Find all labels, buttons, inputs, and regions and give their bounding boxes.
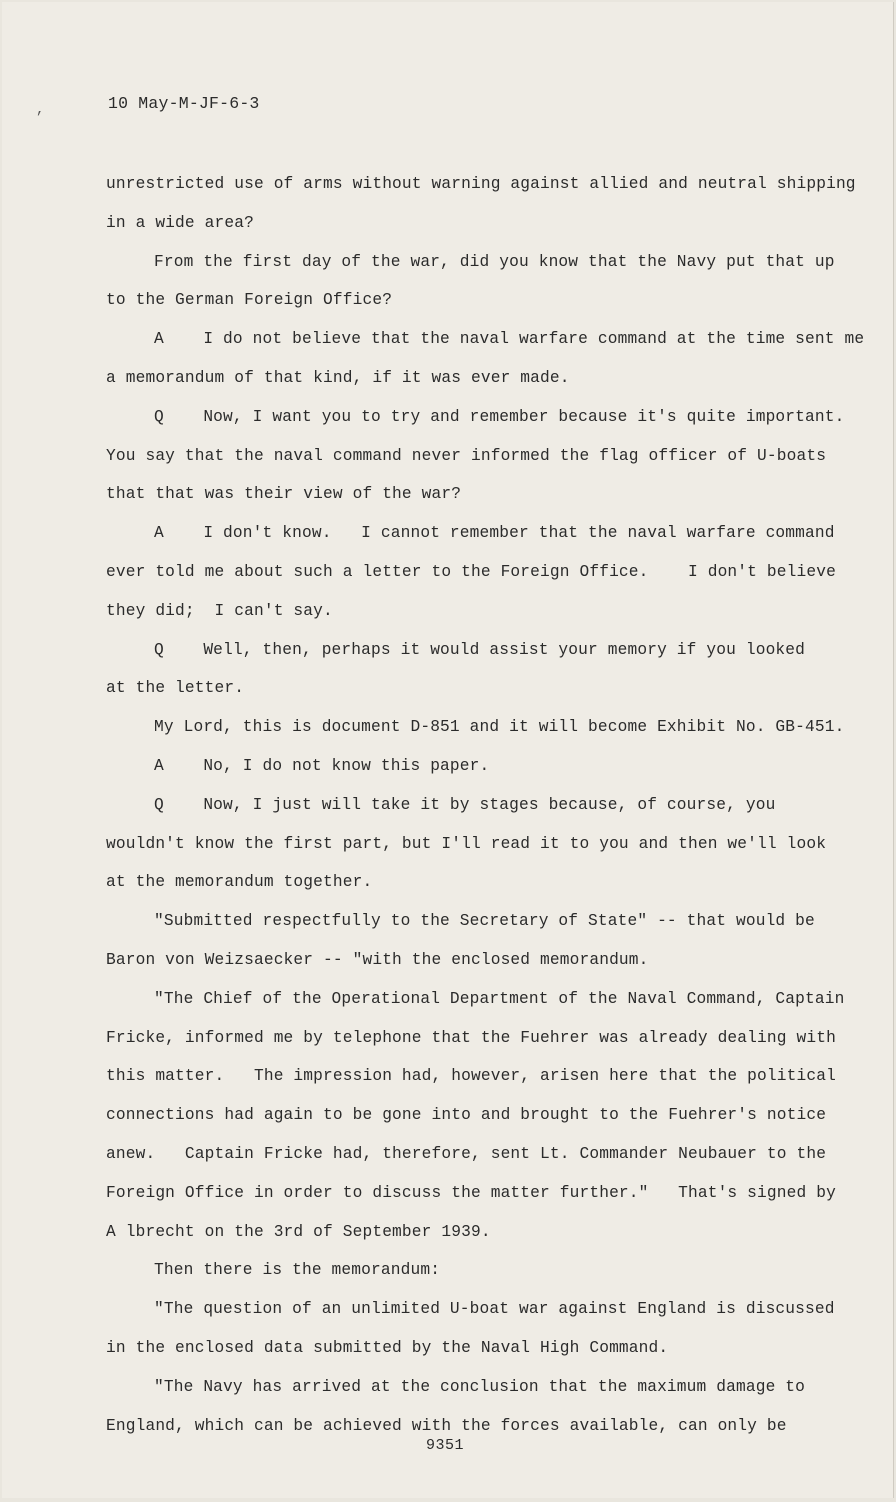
text-line: ever told me about such a letter to the Foreign Office. I don't believe (106, 562, 836, 581)
text-line: that that was their view of the war? (106, 485, 462, 504)
text-line: in the enclosed data submitted by the Naval High Command. (106, 1338, 669, 1357)
text-line: unrestricted use of arms without warning against allied and neutral shipping (106, 175, 856, 193)
text-line: A lbrecht on the 3rd of September 1939. (106, 1222, 491, 1241)
text-line: this matter. The impression had, however, arisen here that the political (106, 1067, 836, 1086)
margin-mark: , (36, 102, 45, 118)
text-line: Baron von Weizsaecker -- "with the enclosed memorandum. (106, 950, 649, 969)
text-line: A I do not believe that the naval warfare command at the time sent me (154, 330, 865, 349)
text-line: You say that the naval command never informed the flag officer of U-boats (106, 446, 827, 465)
text-line: A I don't know. I cannot remember that the naval warfare command (154, 524, 835, 543)
text-line: My Lord, this is document D-851 and it will become Exhibit No. GB-451. (154, 718, 845, 737)
text-line: anew. Captain Fricke had, therefore, sent Lt. Commander Neubauer to the (106, 1144, 827, 1163)
text-line: in a wide area? (106, 213, 254, 232)
text-line: "The Chief of the Operational Department of the Naval Command, Captain (154, 989, 845, 1008)
transcript-body (106, 165, 865, 1445)
text-line: at the memorandum together. (106, 873, 373, 892)
text-line: Q Now, I want you to try and remember because it's quite important. (154, 407, 845, 426)
text-line: at the letter. (106, 679, 245, 698)
text-line: connections had again to be gone into and brought to the Fuehrer's notice (106, 1106, 827, 1125)
text-line: they did; I can't say. (106, 601, 333, 620)
text-line: A No, I do not know this paper. (154, 756, 490, 775)
text-line: Fricke, informed me by telephone that the Fuehrer was already dealing with (106, 1028, 836, 1047)
text-line: Then there is the memorandum: (154, 1261, 441, 1280)
text-line: a memorandum of that kind, if it was ever made. (106, 368, 570, 387)
text-line: Q Well, then, perhaps it would assist your memory if you looked (154, 640, 806, 659)
text-line: From the first day of the war, did you know that the Navy put that up (154, 252, 835, 271)
page-header: 10 May-M-JF-6-3 (108, 94, 260, 113)
text-line: "Submitted respectfully to the Secretary of State" -- that would be (154, 912, 815, 931)
text-line: England, which can be achieved with the forces available, can only be (106, 1416, 787, 1435)
text-line: "The question of an unlimited U-boat war against England is discussed (154, 1300, 835, 1319)
document-page (2, 2, 894, 1498)
text-line: wouldn't know the first part, but I'll read it to you and then we'll look (106, 834, 827, 853)
text-line: Foreign Office in order to discuss the matter further." That's signed by (106, 1183, 836, 1202)
page-number: 9351 (426, 1437, 465, 1454)
text-line: to the German Foreign Office? (106, 291, 393, 310)
text-line: "The Navy has arrived at the conclusion that the maximum damage to (154, 1377, 806, 1396)
text-line: Q Now, I just will take it by stages because, of course, you (154, 795, 776, 814)
